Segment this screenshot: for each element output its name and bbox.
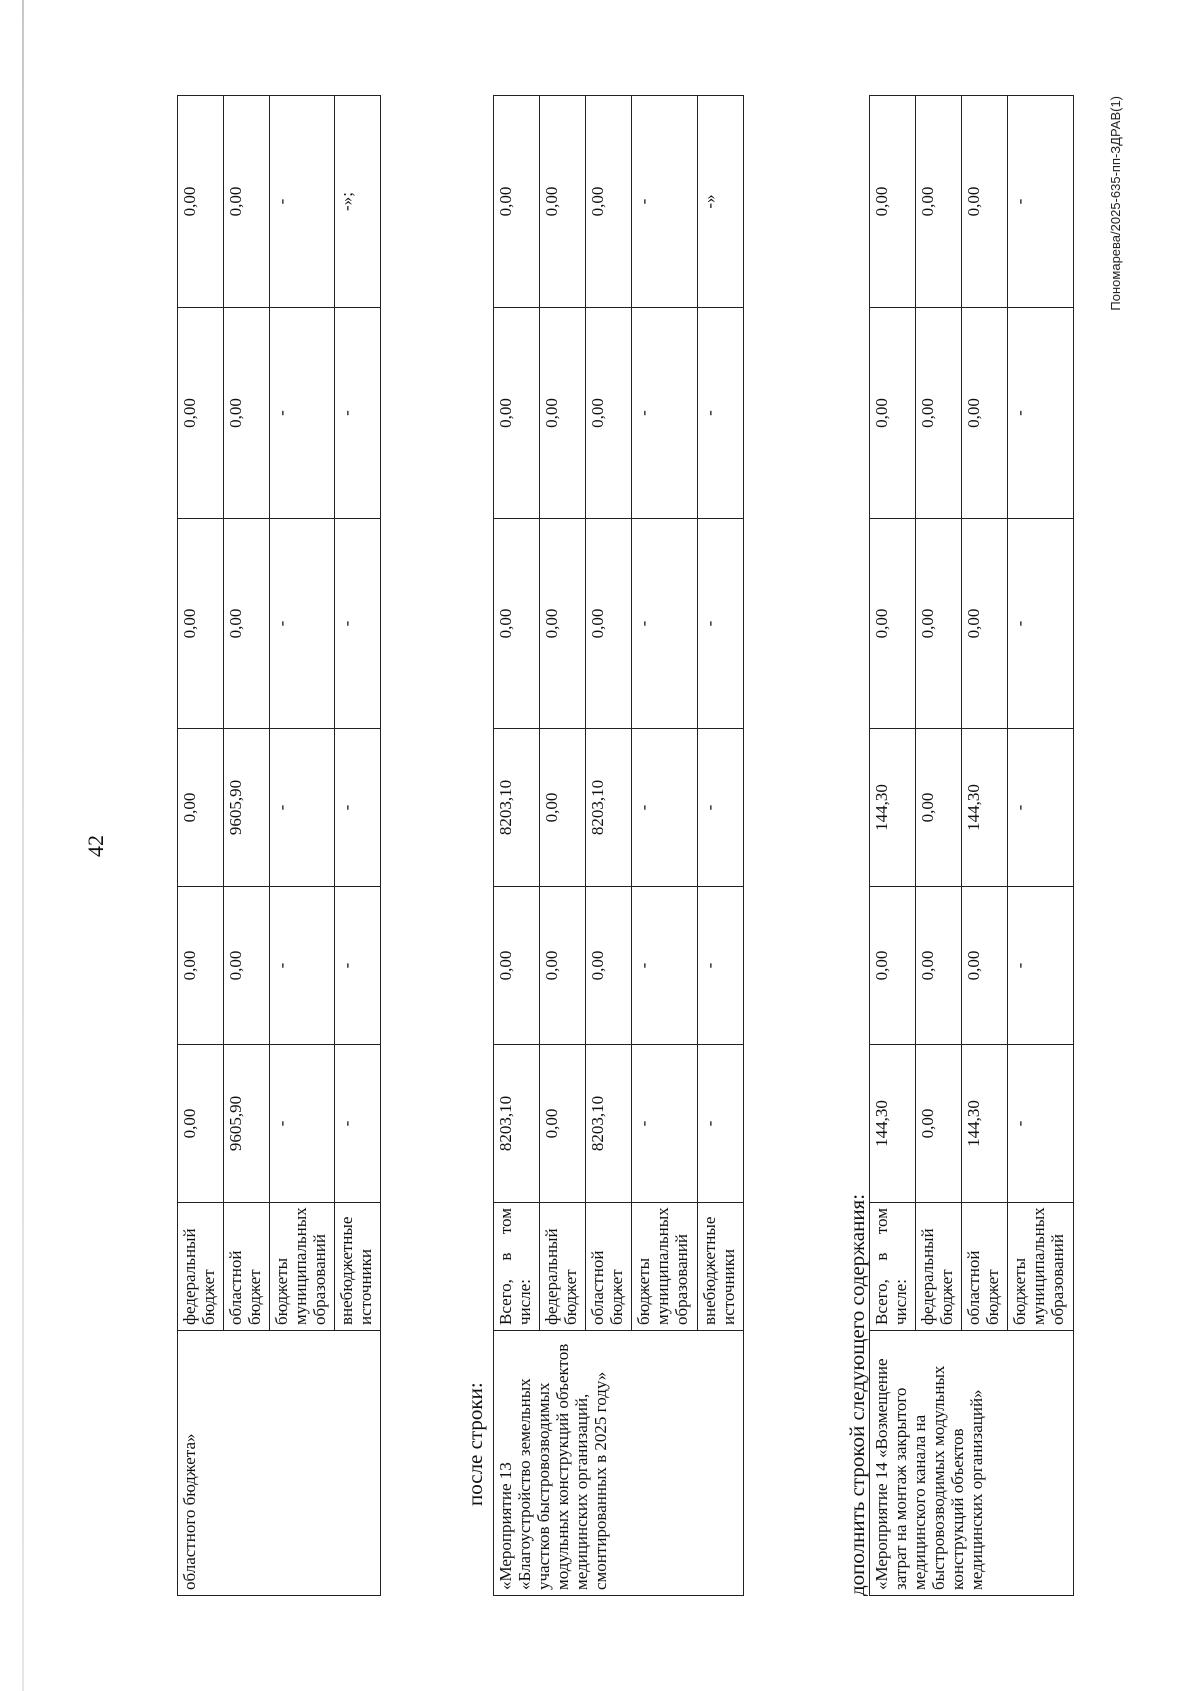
total-label [872, 1208, 891, 1325]
value-cell: 0,00 [540, 728, 586, 886]
value-cell: 0,00 [870, 307, 916, 518]
funding-table-3 [869, 95, 1074, 1596]
table-block-3 [869, 96, 1074, 1596]
table-row [870, 95, 916, 1595]
value-cell: 0,00 [962, 886, 1008, 1044]
source-cell: областной бюджет [224, 1202, 270, 1330]
total-word: том [496, 1207, 515, 1234]
value-cell: - [698, 518, 744, 728]
value-cell: 0,00 [916, 886, 962, 1044]
value-cell: 0,00 [178, 886, 224, 1044]
value-cell: 0,00 [224, 886, 270, 1044]
value-cell: 0,00 [916, 307, 962, 518]
value-cell: - [698, 307, 744, 518]
value-cell: - [698, 1044, 744, 1202]
page-number: 42 [83, 834, 108, 857]
value-cell: 8203,10 [494, 1044, 540, 1202]
value-cell: 8203,10 [586, 1044, 632, 1202]
value-cell: - [1008, 886, 1074, 1044]
total-word: числе: [891, 1278, 910, 1325]
value-cell: - [335, 518, 381, 728]
source-cell: внебюджетные источники [698, 1202, 744, 1330]
caption-add-row: дополнить строкой следующего содержания: [845, 1193, 869, 1596]
value-cell: 144,30 [870, 728, 916, 886]
source-cell: областной бюджет [962, 1202, 1008, 1330]
source-cell: бюджеты муниципальных образований [270, 1202, 335, 1330]
value-cell: - [335, 1044, 381, 1202]
scan-edge [22, 0, 24, 1691]
value-cell: 0,00 [494, 95, 540, 307]
value-cell: 0,00 [962, 518, 1008, 728]
value-cell: 0,00 [540, 95, 586, 307]
event-name-cell: «Мероприятие 13 «Благоустройство земельных участков быстровозводимых модульных конструкций объектов медицинских организаций, смонтированных в 2025 году» [494, 1330, 744, 1595]
value-cell: 144,30 [870, 1044, 916, 1202]
event-name-cell: «Мероприятие 14 «Возмещение затрат на монтаж закрытого медицинского канала на быстровозводимых модульных конструкций объектов медицинских организаций» [870, 1330, 1074, 1595]
value-cell: -»; [335, 95, 381, 307]
value-cell: 0,00 [540, 1044, 586, 1202]
value-cell: 0,00 [586, 307, 632, 518]
value-cell: - [335, 728, 381, 886]
total-word: Всего, [872, 1278, 891, 1325]
value-cell: 144,30 [962, 728, 1008, 886]
value-cell: 0,00 [870, 886, 916, 1044]
value-cell: - [632, 1044, 698, 1202]
value-cell: - [632, 728, 698, 886]
source-cell: федеральный бюджет [916, 1202, 962, 1330]
value-cell: 0,00 [586, 95, 632, 307]
value-cell: - [1008, 307, 1074, 518]
total-cell [870, 1202, 916, 1330]
value-cell: 0,00 [178, 95, 224, 307]
table-row [178, 95, 224, 1595]
value-cell: 0,00 [494, 886, 540, 1044]
value-cell: 0,00 [586, 886, 632, 1044]
value-cell: - [335, 307, 381, 518]
value-cell: - [1008, 728, 1074, 886]
value-cell: 0,00 [178, 728, 224, 886]
value-cell: 0,00 [178, 1044, 224, 1202]
source-cell: областной бюджет [586, 1202, 632, 1330]
value-cell: - [270, 886, 335, 1044]
value-cell: - [698, 728, 744, 886]
value-cell: - [270, 307, 335, 518]
value-cell: 0,00 [916, 1044, 962, 1202]
value-cell: 0,00 [224, 307, 270, 518]
value-cell: - [335, 886, 381, 1044]
value-cell: 0,00 [540, 886, 586, 1044]
value-cell: 0,00 [916, 728, 962, 886]
value-cell: 9605,90 [224, 728, 270, 886]
value-cell: 0,00 [962, 95, 1008, 307]
value-cell: 0,00 [224, 518, 270, 728]
event-name-cell: областного бюджета» [178, 1330, 381, 1595]
total-word: в [872, 1252, 891, 1261]
value-cell: - [270, 95, 335, 307]
total-cell [494, 1202, 540, 1330]
total-label [496, 1208, 515, 1325]
total-word: Всего, [496, 1278, 515, 1325]
source-cell: бюджеты муниципальных образований [632, 1202, 698, 1330]
table-row [494, 95, 540, 1595]
source-cell: федеральный бюджет [178, 1202, 224, 1330]
rotated-page [55, 76, 1145, 1616]
value-cell: 8203,10 [586, 728, 632, 886]
table-block-2 [493, 96, 744, 1596]
caption-after-row: после строки: [463, 1381, 487, 1506]
total-word: числе: [515, 1278, 534, 1325]
funding-table-2 [493, 95, 744, 1596]
value-cell: 0,00 [224, 95, 270, 307]
value-cell: 0,00 [916, 518, 962, 728]
value-cell: 0,00 [494, 518, 540, 728]
table-block-1 [177, 96, 381, 1596]
value-cell: - [632, 518, 698, 728]
value-cell: 0,00 [540, 307, 586, 518]
value-cell: 0,00 [178, 518, 224, 728]
value-cell: 8203,10 [494, 728, 540, 886]
value-cell: - [270, 728, 335, 886]
total-word: в [496, 1252, 515, 1261]
value-cell: 0,00 [540, 518, 586, 728]
source-cell: федеральный бюджет [540, 1202, 586, 1330]
value-cell: 0,00 [178, 307, 224, 518]
value-cell: - [1008, 1044, 1074, 1202]
value-cell: - [632, 886, 698, 1044]
document-code: Пономарева/2025-635-пп-ЗДРАВ(1) [1108, 95, 1123, 311]
value-cell: - [632, 307, 698, 518]
value-cell: - [270, 1044, 335, 1202]
total-word: том [872, 1207, 891, 1234]
value-cell: 0,00 [870, 95, 916, 307]
value-cell: 0,00 [962, 307, 1008, 518]
value-cell: 0,00 [916, 95, 962, 307]
value-cell: - [1008, 518, 1074, 728]
value-cell: - [1008, 95, 1074, 307]
value-cell: 0,00 [494, 307, 540, 518]
value-cell: - [632, 95, 698, 307]
value-cell: -» [698, 95, 744, 307]
source-cell: внебюджетные источники [335, 1202, 381, 1330]
value-cell: - [270, 518, 335, 728]
value-cell: 9605,90 [224, 1044, 270, 1202]
value-cell: 0,00 [586, 518, 632, 728]
value-cell: 0,00 [870, 518, 916, 728]
value-cell: 144,30 [962, 1044, 1008, 1202]
funding-table-1 [177, 95, 381, 1596]
source-cell: бюджеты муниципальных образований [1008, 1202, 1074, 1330]
value-cell: - [698, 886, 744, 1044]
